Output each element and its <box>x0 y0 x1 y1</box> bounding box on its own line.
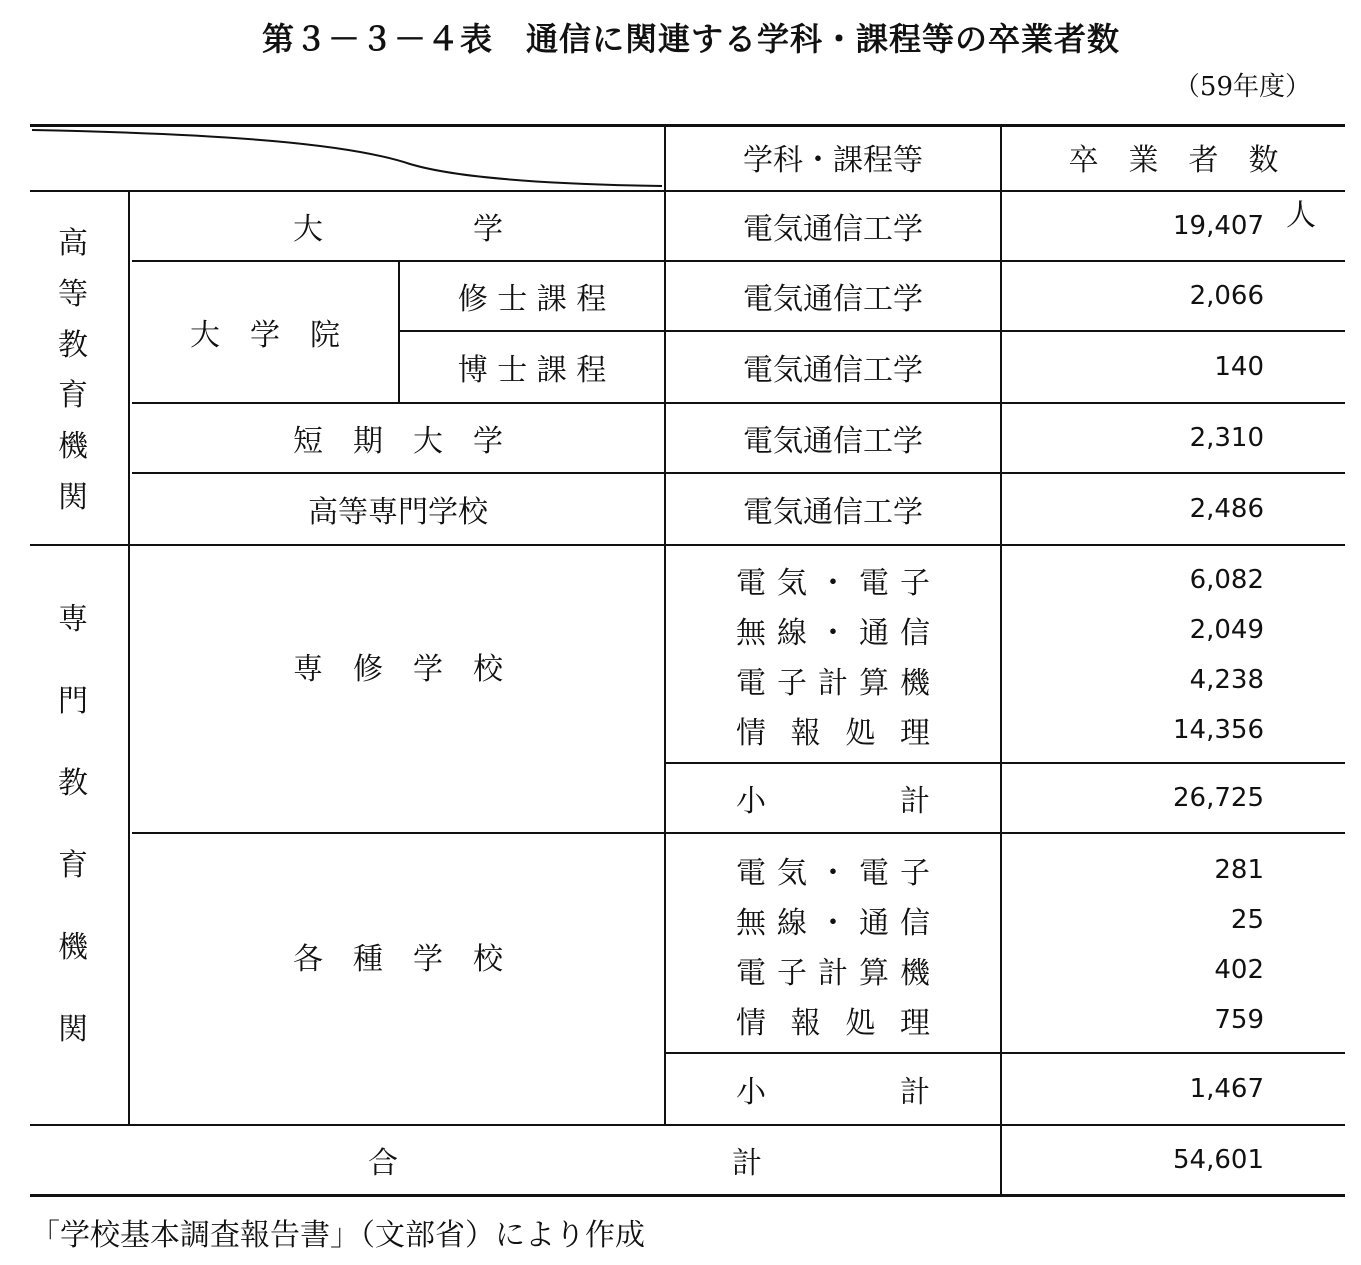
institution-graduate: 大 学 院 <box>190 318 340 353</box>
institution-university: 大 学 <box>293 212 503 247</box>
count-doctoral: 140 <box>1214 352 1264 382</box>
institution-masters: 修 士 課 程 <box>457 282 607 317</box>
dept-university: 電気通信工学 <box>743 212 923 247</box>
misc-dept-1: 無 線 ・ 通 信 <box>736 906 930 941</box>
dept-tech-college: 電気通信工学 <box>743 495 923 530</box>
misc-count-3: 759 <box>1214 1005 1264 1035</box>
dept-doctoral: 電気通信工学 <box>743 353 923 388</box>
group-label-higher: 高 等 教 育 機 関 <box>58 226 88 515</box>
unit-label: 人 <box>1286 198 1316 233</box>
institution-misc-school: 各 種 学 校 <box>293 942 503 977</box>
special-dept-1: 無 線 ・ 通 信 <box>736 616 930 651</box>
table-title: 第３－３－４表 通信に関連する学科・課程等の卒業者数 <box>262 20 1121 58</box>
total-label-right: 計 <box>732 1146 762 1181</box>
institution-special-training: 専 修 学 校 <box>293 652 503 687</box>
misc-dept-3: 情 報 処 理 <box>736 1006 930 1041</box>
year-note: （59年度） <box>1173 72 1311 102</box>
institution-doctoral: 博 士 課 程 <box>457 353 607 388</box>
total-label-left: 合 <box>368 1146 398 1181</box>
dept-junior-college: 電気通信工学 <box>743 424 923 459</box>
source-note: 「学校基本調査報告書」（文部省）により作成 <box>30 1218 645 1253</box>
special-dept-0: 電 気 ・ 電 子 <box>736 566 930 601</box>
header-diagonal-curve <box>30 124 666 190</box>
special-count-3: 14,356 <box>1173 715 1264 745</box>
count-column-header: 卒 業 者 数 <box>1068 143 1279 178</box>
special-count-2: 4,238 <box>1189 665 1264 695</box>
count-tech-college: 2,486 <box>1189 494 1264 524</box>
special-count-1: 2,049 <box>1189 615 1264 645</box>
dept-column-header: 学科・課程等 <box>743 143 923 178</box>
count-university: 19,407 <box>1173 211 1264 241</box>
institution-junior-college: 短 期 大 学 <box>293 424 503 459</box>
misc-dept-2: 電 子 計 算 機 <box>736 956 930 991</box>
count-junior-college: 2,310 <box>1189 423 1264 453</box>
group-column-rule <box>128 190 130 1124</box>
special-dept-2: 電 子 計 算 機 <box>736 666 930 701</box>
misc-subtotal-label: 小 計 <box>736 1075 930 1110</box>
group-label-vocational: 専 門 教 育 機 関 <box>58 602 88 1047</box>
misc-subtotal-count: 1,467 <box>1189 1074 1264 1104</box>
special-count-0: 6,082 <box>1189 565 1264 595</box>
special-subtotal-count: 26,725 <box>1173 783 1264 813</box>
special-subtotal-label: 小 計 <box>736 784 930 819</box>
count-masters: 2,066 <box>1189 281 1264 311</box>
institution-tech-college: 高等専門学校 <box>308 495 488 530</box>
special-dept-3: 情 報 処 理 <box>736 716 930 751</box>
dept-masters: 電気通信工学 <box>743 282 923 317</box>
total-count: 54,601 <box>1173 1145 1264 1175</box>
misc-dept-0: 電 気 ・ 電 子 <box>736 856 930 891</box>
misc-count-0: 281 <box>1214 855 1264 885</box>
misc-count-2: 402 <box>1214 955 1264 985</box>
misc-count-1: 25 <box>1230 905 1264 935</box>
bottom-rule <box>30 1194 1345 1197</box>
